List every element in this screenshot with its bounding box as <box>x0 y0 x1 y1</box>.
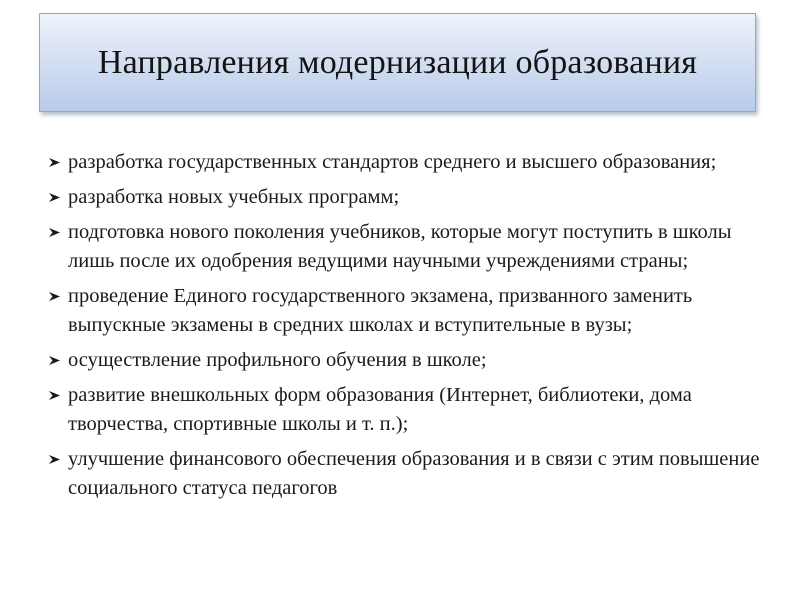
bullet-text: разработка новых учебных программ; <box>68 186 400 208</box>
arrow-right-icon <box>48 454 61 465</box>
bullet-text: проведение Единого государственного экзамена, призванного заменить выпускные экзамены в средних школах и вступительные в вузы; <box>68 285 693 336</box>
arrow-right-icon <box>48 355 61 366</box>
slide-title: Направления модернизации образования <box>97 43 698 81</box>
bullet-item <box>48 282 768 340</box>
arrow-right-icon <box>48 227 61 238</box>
bullet-item <box>48 218 768 276</box>
bullet-text: осуществление профильного обучения в школе; <box>68 349 487 371</box>
bullet-text: улучшение финансового обеспечения образования и в связи с этим повышение социального статуса педагогов <box>68 448 760 499</box>
arrow-right-icon <box>48 390 61 401</box>
bullet-text: развитие внешкольных форм образования (Интернет, библиотеки, дома творчества, спортивные школы и т. п.); <box>68 384 692 435</box>
bullet-item <box>48 381 768 439</box>
bullet-text: подготовка нового поколения учебников, которые могут поступить в школы лишь после их одобрения ведущими научными учреждениями страны; <box>68 221 732 272</box>
bullet-item <box>48 445 768 503</box>
arrow-right-icon <box>48 291 61 302</box>
bullet-text: разработка государственных стандартов среднего и высшего образования; <box>68 151 717 173</box>
bullet-item <box>48 183 768 212</box>
title-box <box>39 13 756 112</box>
arrow-right-icon <box>48 157 61 168</box>
bullet-item <box>48 148 768 177</box>
arrow-right-icon <box>48 192 61 203</box>
bullet-list <box>48 148 768 509</box>
bullet-item <box>48 346 768 375</box>
